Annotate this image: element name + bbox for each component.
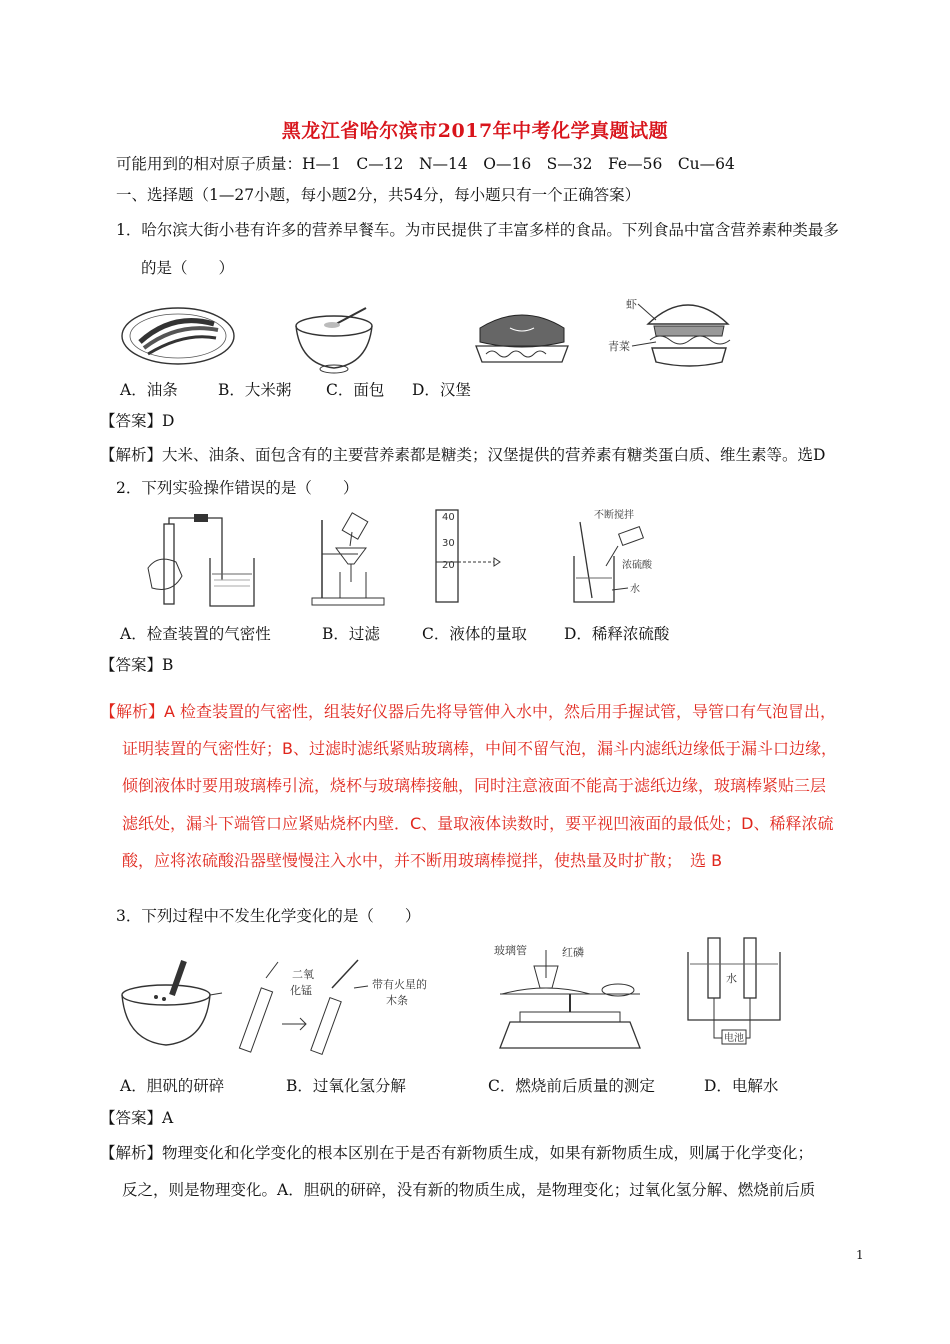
filtration-image: [306, 510, 396, 610]
stir-label: 不断搅拌: [594, 510, 634, 521]
q1-option-c: C．面包: [326, 381, 385, 399]
q3-option-b: B．过氧化氢分解: [286, 1077, 406, 1095]
q1-option-d: D．汉堡: [412, 381, 471, 399]
q2-options: [120, 622, 669, 644]
combustion-balance-image: [490, 938, 650, 1062]
q1-option-b: B．大米粥: [218, 381, 292, 399]
water-label: 水: [630, 584, 640, 595]
cylinder-tick-40: 40: [442, 512, 455, 523]
q2-stem: 2．下列实验操作错误的是（ ）: [116, 479, 359, 497]
electrolysis-image: [684, 934, 784, 1060]
q3-stem: 3．下列过程中不发生化学变化的是（ ）: [116, 907, 421, 925]
bread-image: [472, 306, 572, 376]
splint-label-1: 带有火星的: [372, 978, 427, 991]
q2-analysis-line1: 【解析】A 检查装置的气密性，组装好仪器后先将导管伸入水中，然后用手握试管，导管口有气泡冒出，: [100, 702, 837, 721]
mortar-pestle-image: [116, 955, 226, 1055]
fried-dough-image: [118, 300, 238, 370]
q3-analysis-line1: 【解析】物理变化和化学变化的根本区别在于是否有新物质生成，如果有新物质生成，则属于化学变化；: [100, 1144, 814, 1162]
q3-answer: 【答案】A: [100, 1109, 174, 1127]
q2-answer: 【答案】B: [100, 656, 174, 674]
q3-option-d: D．电解水: [704, 1077, 779, 1095]
q2-analysis-line4: 滤纸处，漏斗下端管口应紧贴烧杯内壁．C、量取液体读数时，要平视凹液面的最低处；D、稀释浓硫: [122, 814, 834, 833]
q3-option-a: A．胆矾的研碎: [120, 1077, 225, 1095]
glass-tube-label: 玻璃管: [494, 944, 527, 957]
airtightness-check-image: [134, 510, 264, 610]
atomic-masses: 可能用到的相对原子质量：H—1 C—12 N—14 O—16 S—32 Fe—56 Cu—64: [116, 155, 735, 173]
mno2-label-1: 二氧: [292, 968, 314, 981]
page-title: 黑龙江省哈尔滨市2017年中考化学真题试题: [281, 120, 669, 142]
q2-analysis-line5: 酸，应将浓硫酸沿器壁慢慢注入水中，并不断用玻璃棒搅拌，使热量及时扩散； 选 B: [122, 851, 723, 870]
q2-analysis-line2: 证明装置的气密性好；B、过滤时滤纸紧贴玻璃棒，中间不留气泡，漏斗内滤纸边缘低于漏斗口边缘，: [122, 739, 837, 758]
q3-analysis-line2: 反之，则是物理变化。A．胆矾的研碎，没有新的物质生成，是物理变化；过氧化氢分解、燃烧前后质: [122, 1181, 816, 1199]
q2-option-a: A．检查装置的气密性: [120, 625, 271, 643]
splint-label-2: 木条: [386, 994, 408, 1007]
graduated-cylinder-image: [424, 506, 504, 606]
hamburger-image: [604, 290, 744, 380]
rice-porridge-image: [292, 298, 382, 376]
q1-stem-line1: 1．哈尔滨大街小巷有许多的营养早餐车。为市民提供了丰富多样的食品。下列食品中富含营养素种类最多: [116, 221, 839, 239]
q1-option-a: A．油条: [120, 381, 178, 399]
cylinder-tick-30: 30: [442, 538, 455, 549]
q3-options: [120, 1074, 778, 1096]
q1-stem-line2: 的是（ ）: [141, 259, 235, 277]
battery-label: 电池: [724, 1033, 744, 1044]
greens-label: 青菜: [608, 340, 630, 353]
dilute-acid-image: [566, 506, 676, 606]
conc-acid-label: 浓硫酸: [622, 560, 652, 571]
hydrogen-peroxide-image: [236, 958, 446, 1058]
q1-analysis: 【解析】大米、油条、面包含有的主要营养素都是糖类；汉堡提供的营养素有糖类蛋白质、维生素等。选D: [100, 446, 826, 464]
q1-answer: 【答案】D: [100, 412, 175, 430]
q3-option-c: C．燃烧前后质量的测定: [488, 1077, 655, 1095]
page-number: 1: [856, 1248, 864, 1262]
q2-option-d: D．稀释浓硫酸: [564, 625, 670, 643]
q2-option-c: C．液体的量取: [422, 625, 527, 643]
q2-option-b: B．过滤: [322, 625, 380, 643]
section-heading: 一、选择题（1—27小题，每小题2分，共54分，每小题只有一个正确答案）: [116, 186, 641, 204]
red-phosphorus-label: 红磷: [562, 946, 584, 959]
water-tank-label: 水: [726, 972, 737, 985]
cylinder-tick-20: 20: [442, 560, 455, 571]
q1-options: [120, 378, 471, 400]
q2-analysis-line3: 倾倒液体时要用玻璃棒引流，烧杯与玻璃棒接触，同时注意液面不能高于滤纸边缘，玻璃棒紧贴三层: [122, 776, 827, 795]
mno2-label-2: 化锰: [290, 984, 312, 997]
shrimp-label: 虾: [626, 298, 637, 311]
